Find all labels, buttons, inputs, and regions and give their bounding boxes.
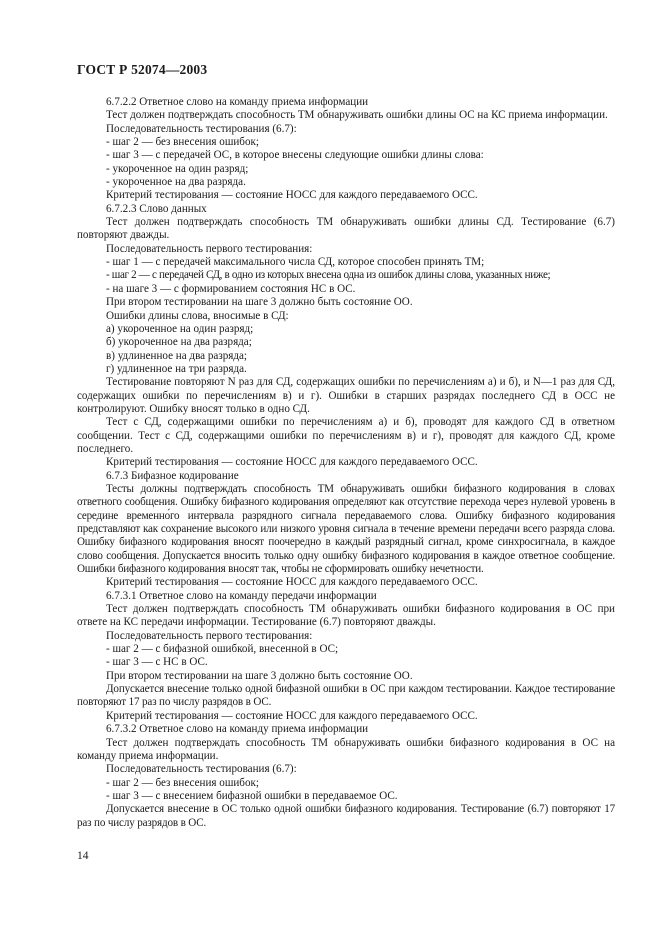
paragraph: Тестирование повторяют N раз для СД, содержащих ошибки по перечислениям а) и б), и N—1 раз для СД, содержащих ошибки по перечислениям в) и г). Ошибки в старших разрядах последнего СД в ОСС не контролируют. Ошибку вносят только в одно СД. <box>77 376 615 415</box>
section-heading-6-7-3-2: 6.7.3.2 Ответное слово на команду приема информации <box>106 723 369 736</box>
paragraph: Последовательность первого тестирования: <box>106 629 313 642</box>
standard-header: ГОСТ Р 52074—2003 <box>77 62 208 77</box>
section-heading-6-7-3-1: 6.7.3.1 Ответное слово на команду передачи информации <box>106 589 377 602</box>
paragraph: Ошибки длины слова, вносимые в СД: <box>106 309 289 322</box>
document-body <box>77 96 615 830</box>
section-heading-6-7-2-3: 6.7.2.3 Слово данных <box>106 202 207 215</box>
paragraph: Тест с СД, содержащими ошибки по перечислениям а) и б), проводят для каждого СД в ответном сообщении. Тест с СД, содержащими ошибки по перечислениям в) и г), проводят для каждого СД, кроме последнего. <box>77 416 615 455</box>
list-item: - шаг 2 — без внесения ошибок; <box>106 136 259 149</box>
paragraph: Последовательность первого тестирования: <box>106 242 313 255</box>
section-heading-6-7-3: 6.7.3 Бифазное кодирование <box>106 469 239 482</box>
paragraph: Тесты должны подтверждать способность ТМ обнаруживать ошибки бифазного кодирования в словах ответного сообщения. Ошибку бифазного кодирования определяют как отсутствие перехода через нулевой уровень в середине временно́го интервала разрядного сигнала передаваемого слова. Ошибку бифазного кодирования представляют как сохранение высокого или низкого уровня сигнала в течение времени передачи всего разряда слова. Ошибку бифазного кодирования вносят поочередно в каждый разрядный сигнал, кроме синхросигнала, в каждое слово сообщения. Допускается вносить только одну ошибку бифазного кодирования в каждое ответное сообщение. Ошибки бифазного кодирования вносят так, чтобы не сформировать ошибку нечетности. <box>77 482 615 576</box>
paragraph: Тест должен подтверждать способность ТМ обнаруживать ошибки бифазного кодирования в ОС при ответе на КС передачи информации. Тестирование (6.7) повторяют дважды. <box>77 603 615 629</box>
paragraph: Критерий тестирования — состояние НОСС для каждого передаваемого ОСС. <box>106 189 478 202</box>
list-item: - укороченное на два разряда. <box>106 176 246 189</box>
page-number: 14 <box>77 850 89 862</box>
list-item: - шаг 1 — с передачей максимального числа СД, которое способен принять ТМ; <box>106 256 485 269</box>
list-item: - на шаге 3 — с формированием состояния НС в ОС. <box>106 282 356 295</box>
list-item: - шаг 3 — с НС в ОС. <box>106 656 208 669</box>
list-item: а) укороченное на один разряд; <box>106 322 254 335</box>
paragraph: Критерий тестирования — состояние НОСС для каждого передаваемого ОСС. <box>106 576 478 589</box>
paragraph: Последовательность тестирования (6.7): <box>106 763 297 776</box>
paragraph: Критерий тестирования — состояние НОСС для каждого передаваемого ОСС. <box>106 709 478 722</box>
paragraph: Тест должен подтверждать способность ТМ обнаруживать ошибки длины СД. Тестирование (6.7) повторяют дважды. <box>77 216 615 242</box>
paragraph: Допускается внесение в ОС только одной ошибки бифазного кодирования. Тестирование (6.7) повторяют 17 раз по числу разрядов в ОС. <box>77 803 615 829</box>
paragraph: Тест должен подтверждать способность ТМ обнаруживать ошибки бифазного кодирования в ОС на команду приема информации. <box>77 736 615 762</box>
paragraph: При втором тестировании на шаге 3 должно быть состояние ОО. <box>106 296 413 309</box>
list-item: г) удлиненное на три разряда. <box>106 362 247 375</box>
paragraph: Критерий тестирования — состояние НОСС для каждого передаваемого ОСС. <box>106 456 478 469</box>
list-item: в) удлиненное на два разряда; <box>106 349 248 362</box>
paragraph: Допускается внесение только одной бифазной ошибки в ОС при каждом тестировании. Каждое тестирование повторяют 17 раз по числу разрядов в ОС. <box>77 683 615 709</box>
section-heading-6-7-2-2: 6.7.2.2 Ответное слово на команду приема информации <box>106 96 369 108</box>
paragraph: Тест должен подтверждать способность ТМ обнаруживать ошибки длины ОС на КС приема информации. <box>106 109 608 122</box>
list-item: - шаг 3 — с внесением бифазной ошибки в передаваемое ОС. <box>106 789 398 802</box>
list-item: - шаг 2 — с бифазной ошибкой, внесенной в ОС; <box>106 643 339 656</box>
list-item: - шаг 2 — без внесения ошибок; <box>106 776 259 789</box>
list-item: - шаг 3 — с передачей ОС, в которое внесены следующие ошибки длины слова: <box>106 149 484 162</box>
paragraph: Последовательность тестирования (6.7): <box>106 122 297 135</box>
paragraph: При втором тестировании на шаге 3 должно быть состояние ОО. <box>106 669 413 682</box>
list-item: - укороченное на один разряд; <box>106 162 249 175</box>
list-item: б) укороченное на два разряда; <box>106 336 252 349</box>
list-item: - шаг 2 — с передачей СД, в одно из которых внесена одна из ошибок длины слова, указанных ниже; <box>106 269 551 282</box>
